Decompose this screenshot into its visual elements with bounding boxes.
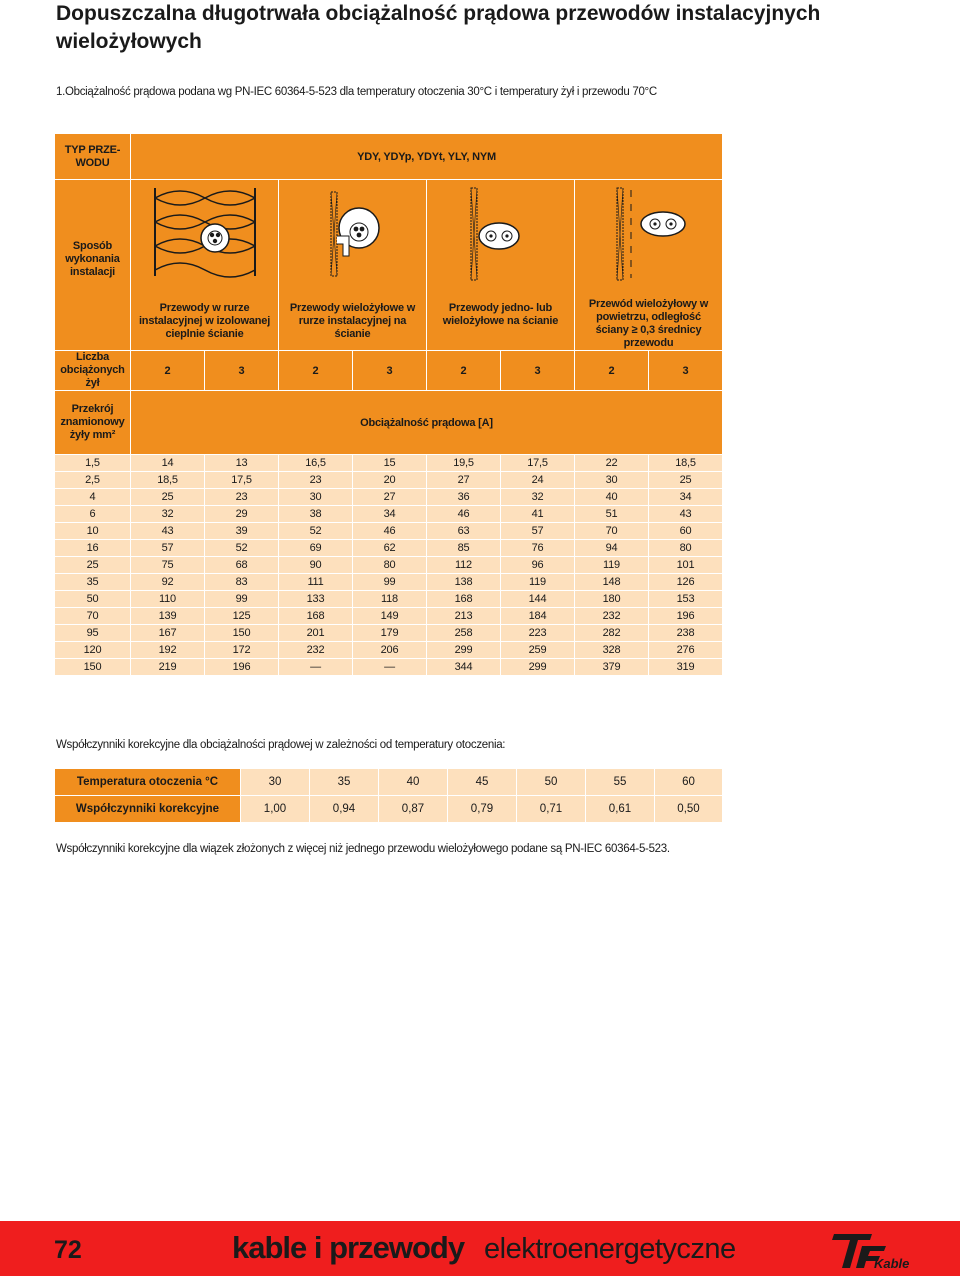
correction-title: Współczynniki korekcyjne dla obciążalności prądowej w zależności od temperatury otoczenia: bbox=[56, 739, 506, 751]
note: Współczynniki korekcyjne dla wiązek złożonych z więcej niż jednego przewodu wielożyłowego podane są PN-IEC 60364-5-523. bbox=[56, 843, 670, 855]
method-4 bbox=[575, 180, 723, 351]
cores-label: Liczba obciążonych żył bbox=[55, 351, 131, 391]
coefficient-cell: 0,94 bbox=[310, 796, 379, 823]
ampacity-cell: 99 bbox=[353, 574, 427, 591]
ampacity-cell: 32 bbox=[501, 489, 575, 506]
ampacity-cell: 13 bbox=[205, 455, 279, 472]
ampacity-cell: 196 bbox=[205, 659, 279, 676]
ampacity-cell: 30 bbox=[575, 472, 649, 489]
ampacity-cell: 15 bbox=[353, 455, 427, 472]
table-row bbox=[55, 489, 723, 506]
ampacity-cell: 30 bbox=[279, 489, 353, 506]
ampacity-cell: 34 bbox=[649, 489, 723, 506]
ampacity-cell: 16,5 bbox=[279, 455, 353, 472]
ampacity-cell: 259 bbox=[501, 642, 575, 659]
ampacity-cell: 51 bbox=[575, 506, 649, 523]
table-row bbox=[55, 523, 723, 540]
table-row bbox=[55, 472, 723, 489]
ampacity-cell: 27 bbox=[427, 472, 501, 489]
ampacity-cell: 69 bbox=[279, 540, 353, 557]
ampacity-cell: 110 bbox=[131, 591, 205, 608]
ampacity-cell: 52 bbox=[205, 540, 279, 557]
table-row bbox=[55, 574, 723, 591]
temperature-cell: 40 bbox=[379, 769, 448, 796]
ampacity-cell: 139 bbox=[131, 608, 205, 625]
ampacity-cell: 68 bbox=[205, 557, 279, 574]
tf-logo-icon bbox=[828, 1228, 910, 1272]
cross-section-cell: 120 bbox=[55, 642, 131, 659]
temperature-cell: 50 bbox=[517, 769, 586, 796]
ampacity-cell: 43 bbox=[131, 523, 205, 540]
coefficient-cell: 0,87 bbox=[379, 796, 448, 823]
ampacity-cell: 75 bbox=[131, 557, 205, 574]
ampacity-cell: 23 bbox=[279, 472, 353, 489]
table-row bbox=[55, 642, 723, 659]
table-row bbox=[55, 591, 723, 608]
ampacity-cell: 20 bbox=[353, 472, 427, 489]
ampacity-cell: 196 bbox=[649, 608, 723, 625]
ampacity-cell: — bbox=[279, 659, 353, 676]
ampacity-cell: 27 bbox=[353, 489, 427, 506]
cross-section-cell: 4 bbox=[55, 489, 131, 506]
ampacity-cell: 46 bbox=[353, 523, 427, 540]
ampacity-cell: 168 bbox=[279, 608, 353, 625]
ampacity-cell: 179 bbox=[353, 625, 427, 642]
cores-value: 2 bbox=[575, 351, 649, 391]
method-2 bbox=[279, 180, 427, 351]
footer-bar bbox=[0, 1221, 960, 1276]
ampacity-cell: 17,5 bbox=[205, 472, 279, 489]
wall-conduit-icon bbox=[293, 184, 413, 284]
ampacity-cell: 83 bbox=[205, 574, 279, 591]
temperature-cell: 35 bbox=[310, 769, 379, 796]
ampacity-cell: 99 bbox=[205, 591, 279, 608]
cross-section-label: Przekrój znamionowy żyły mm² bbox=[55, 391, 131, 455]
ampacity-cell: 192 bbox=[131, 642, 205, 659]
ampacity-cell: 18,5 bbox=[131, 472, 205, 489]
ampacity-cell: 34 bbox=[353, 506, 427, 523]
table-row bbox=[55, 625, 723, 642]
cross-section-cell: 50 bbox=[55, 591, 131, 608]
temperature-cell: 55 bbox=[586, 769, 655, 796]
ampacity-cell: — bbox=[353, 659, 427, 676]
ampacity-cell: 63 bbox=[427, 523, 501, 540]
cores-value: 3 bbox=[353, 351, 427, 391]
ampacity-cell: 282 bbox=[575, 625, 649, 642]
temperature-cell: 60 bbox=[655, 769, 723, 796]
ampacity-cell: 57 bbox=[501, 523, 575, 540]
ampacity-cell: 94 bbox=[575, 540, 649, 557]
ampacity-cell: 24 bbox=[501, 472, 575, 489]
ampacity-cell: 219 bbox=[131, 659, 205, 676]
ampacity-cell: 112 bbox=[427, 557, 501, 574]
ampacity-cell: 319 bbox=[649, 659, 723, 676]
coefficient-cell: 0,50 bbox=[655, 796, 723, 823]
ampacity-cell: 85 bbox=[427, 540, 501, 557]
method-label: Sposób wykonania instalacji bbox=[55, 180, 131, 351]
ampacity-cell: 150 bbox=[205, 625, 279, 642]
temperature-label: Temperatura otoczenia °C bbox=[55, 769, 241, 796]
ampacity-cell: 344 bbox=[427, 659, 501, 676]
cross-section-cell: 2,5 bbox=[55, 472, 131, 489]
table-row bbox=[55, 455, 723, 472]
page-title: Dopuszczalna długotrwała obciążalność prądowa przewodów instalacyjnych wielożyłowych bbox=[56, 2, 821, 53]
ampacity-cell: 57 bbox=[131, 540, 205, 557]
ampacity-cell: 60 bbox=[649, 523, 723, 540]
ampacity-cell: 206 bbox=[353, 642, 427, 659]
ampacity-cell: 232 bbox=[279, 642, 353, 659]
ampacity-cell: 80 bbox=[353, 557, 427, 574]
method-1-label: Przewody w rurze instalacyjnej w izolowanej cieplnie ścianie bbox=[138, 302, 271, 340]
ampacity-cell: 299 bbox=[427, 642, 501, 659]
ampacity-cell: 168 bbox=[427, 591, 501, 608]
ampacity-cell: 41 bbox=[501, 506, 575, 523]
ampacity-cell: 40 bbox=[575, 489, 649, 506]
ampacity-cell: 184 bbox=[501, 608, 575, 625]
ampacity-cell: 213 bbox=[427, 608, 501, 625]
cores-value: 2 bbox=[427, 351, 501, 391]
ampacity-cell: 22 bbox=[575, 455, 649, 472]
ampacity-cell: 223 bbox=[501, 625, 575, 642]
intro-text: 1.Obciążalność prądowa podana wg PN-IEC 60364-5-523 dla temperatury otoczenia 30°C i temperatury żył i przewodu 70°C bbox=[56, 86, 657, 98]
table-row bbox=[55, 506, 723, 523]
ampacity-cell: 62 bbox=[353, 540, 427, 557]
ampacity-cell: 43 bbox=[649, 506, 723, 523]
ampacity-cell: 232 bbox=[575, 608, 649, 625]
ampacity-cell: 258 bbox=[427, 625, 501, 642]
cross-section-cell: 70 bbox=[55, 608, 131, 625]
table-row bbox=[55, 540, 723, 557]
ampacity-cell: 32 bbox=[131, 506, 205, 523]
method-2-label: Przewody wielożyłowe w rurze instalacyjnej na ścianie bbox=[289, 302, 416, 340]
ampacity-cell: 125 bbox=[205, 608, 279, 625]
ampacity-cell: 119 bbox=[575, 557, 649, 574]
ampacity-cell: 299 bbox=[501, 659, 575, 676]
brand-bold: kable i przewody bbox=[232, 1230, 465, 1265]
ampacity-cell: 149 bbox=[353, 608, 427, 625]
method-3-label: Przewody jedno- lub wielożyłowe na ścianie bbox=[442, 302, 559, 327]
ampacity-cell: 101 bbox=[649, 557, 723, 574]
company-logo bbox=[828, 1228, 910, 1277]
ampacity-cell: 17,5 bbox=[501, 455, 575, 472]
ampacity-table bbox=[54, 133, 723, 676]
type-label: TYP PRZE-WODU bbox=[55, 134, 131, 180]
ampacity-cell: 18,5 bbox=[649, 455, 723, 472]
ampacity-cell: 153 bbox=[649, 591, 723, 608]
ampacity-cell: 92 bbox=[131, 574, 205, 591]
ampacity-cell: 90 bbox=[279, 557, 353, 574]
cross-section-cell: 35 bbox=[55, 574, 131, 591]
ampacity-cell: 126 bbox=[649, 574, 723, 591]
ampacity-cell: 46 bbox=[427, 506, 501, 523]
ampacity-cell: 148 bbox=[575, 574, 649, 591]
ampacity-cell: 76 bbox=[501, 540, 575, 557]
brand-light: elektroenergetyczne bbox=[484, 1233, 736, 1265]
ampacity-cell: 167 bbox=[131, 625, 205, 642]
ampacity-cell: 80 bbox=[649, 540, 723, 557]
cross-section-cell: 6 bbox=[55, 506, 131, 523]
coefficient-cell: 0,71 bbox=[517, 796, 586, 823]
cores-value: 2 bbox=[279, 351, 353, 391]
cores-value: 3 bbox=[501, 351, 575, 391]
ampacity-cell: 138 bbox=[427, 574, 501, 591]
ampacity-cell: 144 bbox=[501, 591, 575, 608]
ampacity-cell: 172 bbox=[205, 642, 279, 659]
cross-section-cell: 16 bbox=[55, 540, 131, 557]
coefficient-row bbox=[55, 796, 723, 823]
cross-section-cell: 10 bbox=[55, 523, 131, 540]
ampacity-cell: 328 bbox=[575, 642, 649, 659]
cores-value: 3 bbox=[205, 351, 279, 391]
table-row bbox=[55, 608, 723, 625]
ampacity-cell: 14 bbox=[131, 455, 205, 472]
cross-section-cell: 1,5 bbox=[55, 455, 131, 472]
ampacity-cell: 118 bbox=[353, 591, 427, 608]
coefficient-cell: 0,79 bbox=[448, 796, 517, 823]
ampacity-cell: 19,5 bbox=[427, 455, 501, 472]
ampacity-cell: 133 bbox=[279, 591, 353, 608]
ampacity-cell: 238 bbox=[649, 625, 723, 642]
cores-value: 2 bbox=[131, 351, 205, 391]
temperature-row bbox=[55, 769, 723, 796]
correction-table bbox=[54, 768, 723, 823]
ampacity-cell: 52 bbox=[279, 523, 353, 540]
temperature-cell: 30 bbox=[241, 769, 310, 796]
coefficient-cell: 1,00 bbox=[241, 796, 310, 823]
temperature-cell: 45 bbox=[448, 769, 517, 796]
method-3 bbox=[427, 180, 575, 351]
ampacity-cell: 38 bbox=[279, 506, 353, 523]
free-air-cable-icon bbox=[589, 184, 709, 284]
table-row bbox=[55, 557, 723, 574]
wall-mounted-cable-icon bbox=[441, 184, 561, 284]
method-1 bbox=[131, 180, 279, 351]
cross-section-cell: 95 bbox=[55, 625, 131, 642]
cross-section-cell: 25 bbox=[55, 557, 131, 574]
ampacity-cell: 29 bbox=[205, 506, 279, 523]
method-4-label: Przewód wielożyłowy w powietrzu, odległość ściany ≥ 0,3 średnicy przewodu bbox=[588, 298, 709, 349]
ampacity-cell: 379 bbox=[575, 659, 649, 676]
coefficient-label: Współczynniki korekcyjne bbox=[55, 796, 241, 823]
ampacity-cell: 36 bbox=[427, 489, 501, 506]
ampacity-cell: 180 bbox=[575, 591, 649, 608]
logo-text: Kable bbox=[874, 1256, 910, 1271]
ampacity-cell: 23 bbox=[205, 489, 279, 506]
cable-types: YDY, YDYp, YDYt, YLY, NYM bbox=[131, 134, 723, 180]
page-number: 72 bbox=[54, 1236, 82, 1264]
cores-value: 3 bbox=[649, 351, 723, 391]
insulated-wall-conduit-icon bbox=[145, 184, 265, 284]
ampacity-cell: 276 bbox=[649, 642, 723, 659]
ampacity-cell: 39 bbox=[205, 523, 279, 540]
ampacity-cell: 119 bbox=[501, 574, 575, 591]
ampacity-cell: 96 bbox=[501, 557, 575, 574]
ampacity-cell: 111 bbox=[279, 574, 353, 591]
table-body bbox=[55, 455, 723, 676]
ampacity-cell: 70 bbox=[575, 523, 649, 540]
ampacity-cell: 201 bbox=[279, 625, 353, 642]
table-row bbox=[55, 659, 723, 676]
cross-section-cell: 150 bbox=[55, 659, 131, 676]
coefficient-cell: 0,61 bbox=[586, 796, 655, 823]
ampacity-cell: 25 bbox=[649, 472, 723, 489]
ampacity-cell: 25 bbox=[131, 489, 205, 506]
ampacity-label: Obciążalność prądowa [A] bbox=[131, 391, 723, 455]
